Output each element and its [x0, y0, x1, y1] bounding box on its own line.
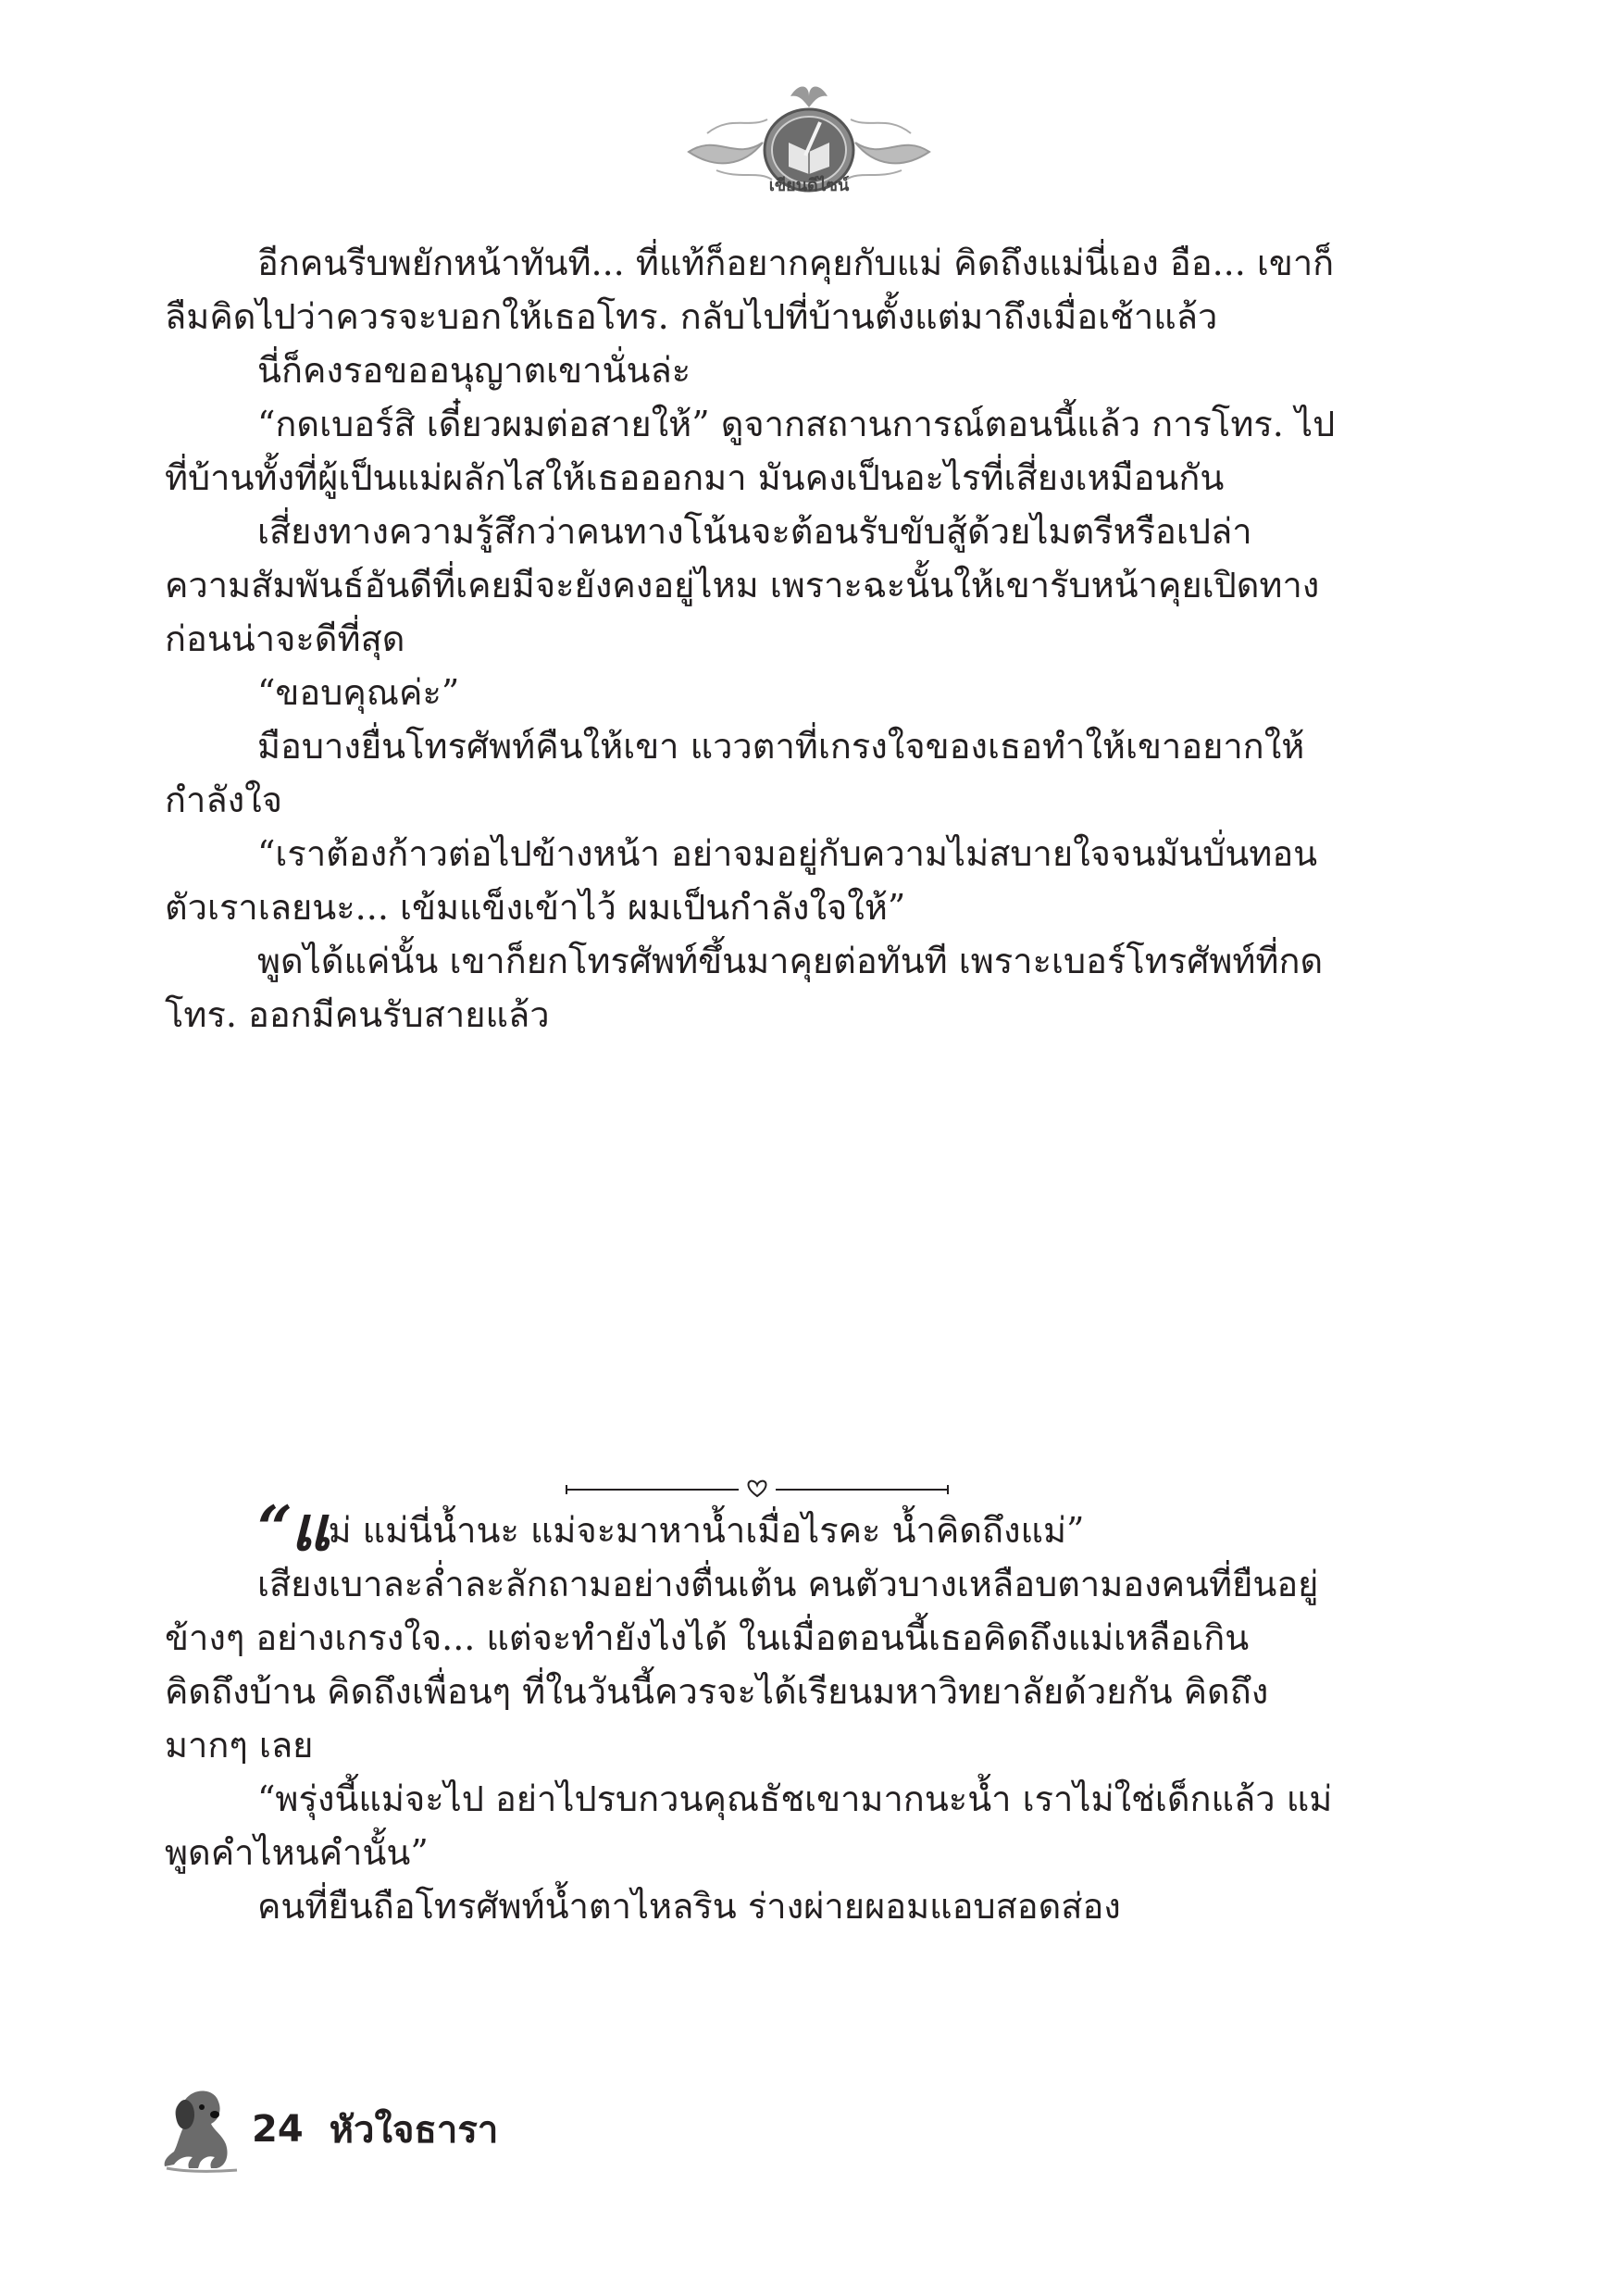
paragraph-first-text: ม่ แม่นี่น้ำนะ แม่จะมาหาน้ำเมื่อไรคะ น้ำคิดถึงแม่” — [328, 1510, 1085, 1551]
heart-ornament-icon — [749, 1481, 766, 1496]
paragraph: มือบางยื่นโทรศัพท์คืนให้เขา แววตาที่เกรงใจของเธอทำให้เขาอยากให้กำลังใจ — [165, 726, 1305, 820]
paragraph: อีกคนรีบพยักหน้าทันที... ที่แท้ก็อยากคุยกับแม่ คิดถึงแม่นี่เอง อือ... เขาก็ลืมคิดไปว่าควรจะบอกให้เธอโทร. กลับไปที่บ้านตั้งแต่มาถึงเมื่อเช้าแล้ว — [165, 243, 1335, 337]
paragraph: “พรุ่งนี้แม่จะไป อย่าไปรบกวนคุณธัชเขามากนะน้ำ เราไม่ใช่เด็กแล้ว แม่พูดคำไหนคำนั้น” — [165, 1778, 1333, 1873]
paragraph: “ขอบคุณค่ะ” — [257, 672, 460, 713]
body-text — [165, 236, 1342, 1042]
logo-text: เขียนดีไซน์ — [768, 176, 850, 195]
scene-divider — [563, 1474, 952, 1505]
book-title: หัวใจธารา — [329, 2109, 499, 2152]
paragraph: “เราต้องก้าวต่อไปข้างหน้า อย่าจมอยู่กับความไม่สบายใจจนมันบั่นทอนตัวเราเลยนะ... เข้มแข็งเข้าไว้ ผมเป็นกำลังใจให้” — [165, 833, 1318, 928]
paragraph: “กดเบอร์สิ เดี๋ยวผมต่อสายให้” ดูจากสถานการณ์ตอนนี้แล้ว การโทร. ไปที่บ้านทั้งที่ผู้เป็นแม่ผลักไสให้เธอออกมา มันคงเป็นอะไรที่เสี่ยงเหมือนกัน — [165, 404, 1336, 498]
page-number: 24 — [252, 2108, 304, 2151]
drop-cap: “แ — [257, 1492, 329, 1565]
publisher-logo — [679, 78, 939, 198]
paragraph: เสี่ยงทางความรู้สึกว่าคนทางโน้นจะต้อนรับขับสู้ด้วยไมตรีหรือเปล่า ความสัมพันธ์อันดีที่เคยมีจะยังคงอยู่ไหม เพราะฉะนั้นให้เขารับหน้าคุยเปิดทางก่อนน่าจะดีที่สุด — [165, 511, 1320, 659]
paragraph: คนที่ยืนถือโทรศัพท์น้ำตาไหลริน ร่างผ่ายผอมแอบสอดส่อง — [257, 1886, 1121, 1927]
paragraph-dropcap — [165, 1492, 1342, 1565]
paragraph: นี่ก็คงรอขออนุญาตเขานั่นล่ะ — [257, 350, 691, 391]
paragraph: เสียงเบาละล่ำละลักถามอย่างตื่นเต้น คนตัวบางเหลือบตามองคนที่ยืนอยู่ข้างๆ อย่างเกรงใจ... แต่จะทำยังไงได้ ในเมื่อตอนนี้เธอคิดถึงแม่เหลือเกิน คิดถึงบ้าน คิดถึงเพื่อนๆ ที่ในวันนี้ควรจะได้เรียนมหาวิทยาลัยด้วยกัน คิดถึงมากๆ เลย — [165, 1564, 1319, 1766]
paragraph: พูดได้แค่นั้น เขาก็ยกโทรศัพท์ขึ้นมาคุยต่อทันที เพราะเบอร์โทรศัพท์ที่กดโทร. ออกมีคนรับสายแล้ว — [165, 941, 1324, 1035]
page-footer — [157, 2078, 498, 2180]
dog-icon — [157, 2083, 243, 2176]
body-text-section-2 — [165, 1492, 1342, 1933]
